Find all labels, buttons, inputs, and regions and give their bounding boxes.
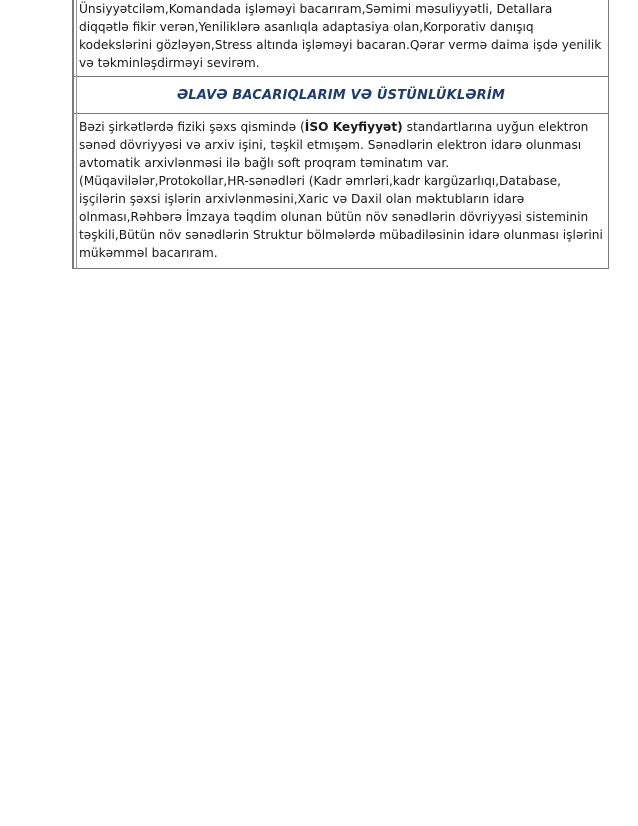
skills-intro-text: Bəzi şirkətlərdə fiziki şəxs qismində (: [79, 120, 305, 134]
document-page: [72, 0, 609, 269]
skills-rest-text: standartlarına uyğun elektron sənəd dövriyyəsi və arxiv işini, təşkil etmışəm. Sənədlərin elektron idarə olunması avtomatik arxivlənməsi ilə bağlı soft proqram təminatım var.(Müqavilələr,Protokollar,HR-sənədləri (Kadr əmrləri,kadr kargüzarlıqı,Database, işçilərin şəxsi işlərin arxivlənməsini,Xaric və Daxil olan məktubların idarə olnması,Rəhbərə İmzaya təqdim olunan bütün növ sənədlərin dövriyyəsi sisteminin təşkili,Bütün növ sənədlərin Struktur bölmələrdə mübadiləsinin idarə olunması işlərini mükəmməl bacarıram.: [79, 120, 603, 260]
section-heading: ƏLAVƏ BACARIQLARIM VƏ ÜSTÜNLÜKLƏRİM: [176, 87, 506, 103]
iso-quality-bold-text: İSO Keyfiyyət): [304, 120, 403, 134]
resume-table: [72, 0, 609, 269]
skills-paragraph: [74, 114, 608, 269]
personal-qualities-paragraph: Ünsiyyətciləm,Komandada işləməyi bacarıram,Səmimi məsuliyyətli, Detallara diqqətlə fikir verən,Yeniliklərə asanlıqla adaptasiya olan,Korporativ danışıq kodekslərini gözləyən,Stress altında işləməyi bacaran.Qərar vermə daima işdə yenilik və təkminləşdirməyi sevirəm.: [74, 0, 608, 77]
section-heading-row: [74, 77, 608, 114]
